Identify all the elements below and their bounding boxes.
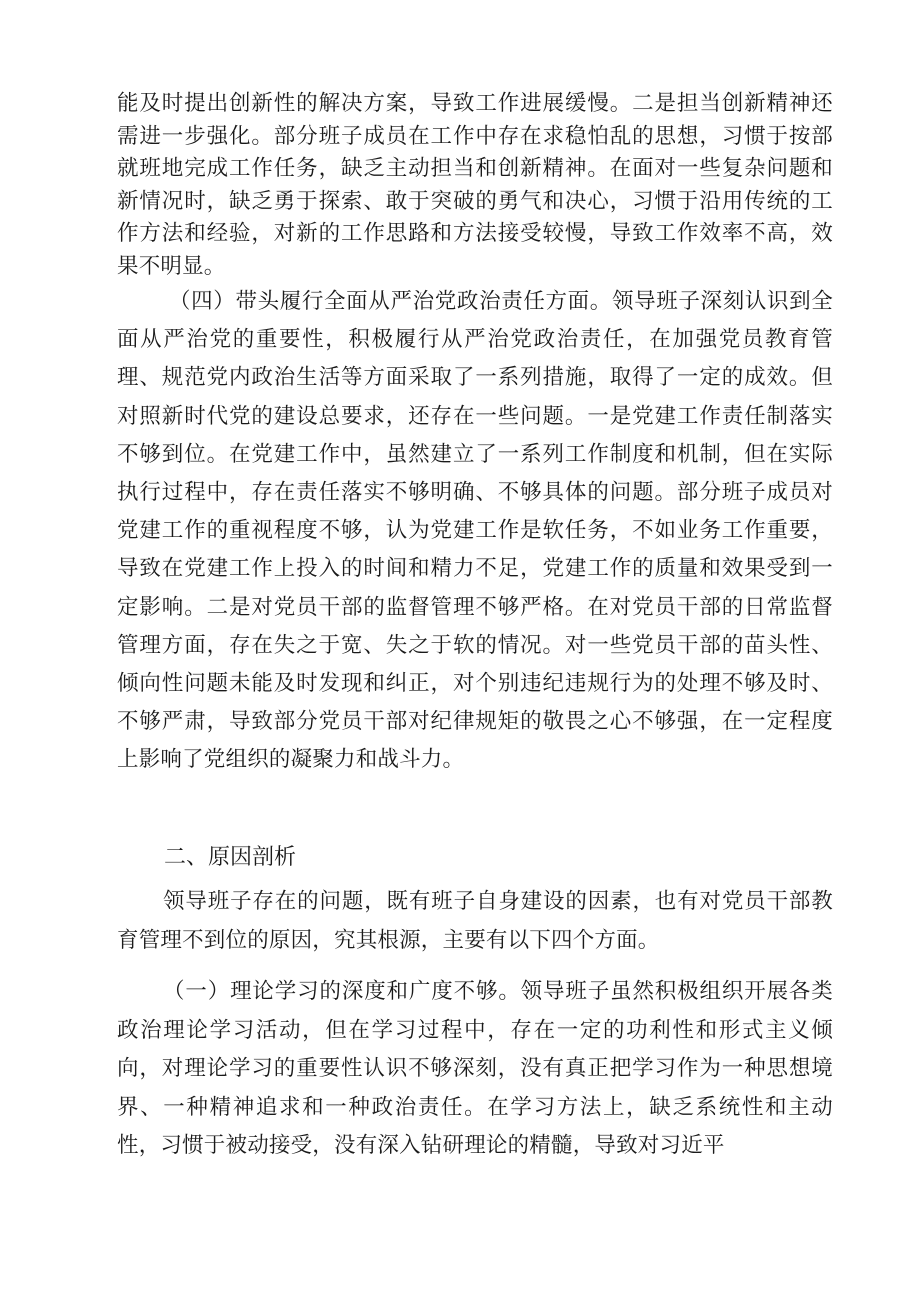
paragraph-theory-study: （一）理论学习的深度和广度不够。领导班子虽然积极组织开展各类政治理论学习活动，但在学习过程中，存在一定的功利性和形式主义倾向，对理论学习的重要性认识不够深刻，没有真正把学习作为一种思想境界、一种精神追求和一种政治责任。在学习方法上，缺乏系统性和主动性，习惯于被动接受，没有深入钻研理论的精髓，导致对习近平	[117, 979, 833, 1159]
paragraph-section-intro: 领导班子存在的问题，既有班子自身建设的因素，也有对党员干部教育管理不到位的原因，究其根源，主要有以下四个方面。	[117, 889, 833, 953]
paragraph-party-governance: （四）带头履行全面从严治党政治责任方面。领导班子深刻认识到全面从严治党的重要性，积极履行从严治党政治责任，在加强党员教育管理、规范党内政治生活等方面采取了一系列措施，取得了一定的成效。但对照新时代党的建设总要求，还存在一些问题。一是党建工作责任制落实不够到位。在党建工作中，虽然建立了一系列工作制度和机制，但在实际执行过程中，存在责任落实不够明确、不够具体的问题。部分班子成员对党建工作的重视程度不够，认为党建工作是软任务，不如业务工作重要，导致在党建工作上投入的时间和精力不足，党建工作的质量和效果受到一定影响。二是对党员干部的监督管理不够严格。在对党员干部的日常监督管理方面，存在失之于宽、失之于软的情况。对一些党员干部的苗头性、倾向性问题未能及时发现和纠正，对个别违纪违规行为的处理不够及时、不够严肃，导致部分党员干部对纪律规矩的敬畏之心不够强，在一定程度上影响了党组织的凝聚力和战斗力。	[117, 289, 833, 773]
section-heading-cause-analysis: 二、原因剖析	[164, 845, 297, 870]
paragraph-innovation-spirit: 能及时提出创新性的解决方案，导致工作进展缓慢。二是担当创新精神还需进一步强化。部分班子成员在工作中存在求稳怕乱的思想，习惯于按部就班地完成工作任务，缺乏主动担当和创新精神。在面对一些复杂问题和新情况时，缺乏勇于探索、敢于突破的勇气和决心，习惯于沿用传统的工作方法和经验，对新的工作思路和方法接受较慢，导致工作效率不高，效果不明显。	[117, 91, 833, 279]
